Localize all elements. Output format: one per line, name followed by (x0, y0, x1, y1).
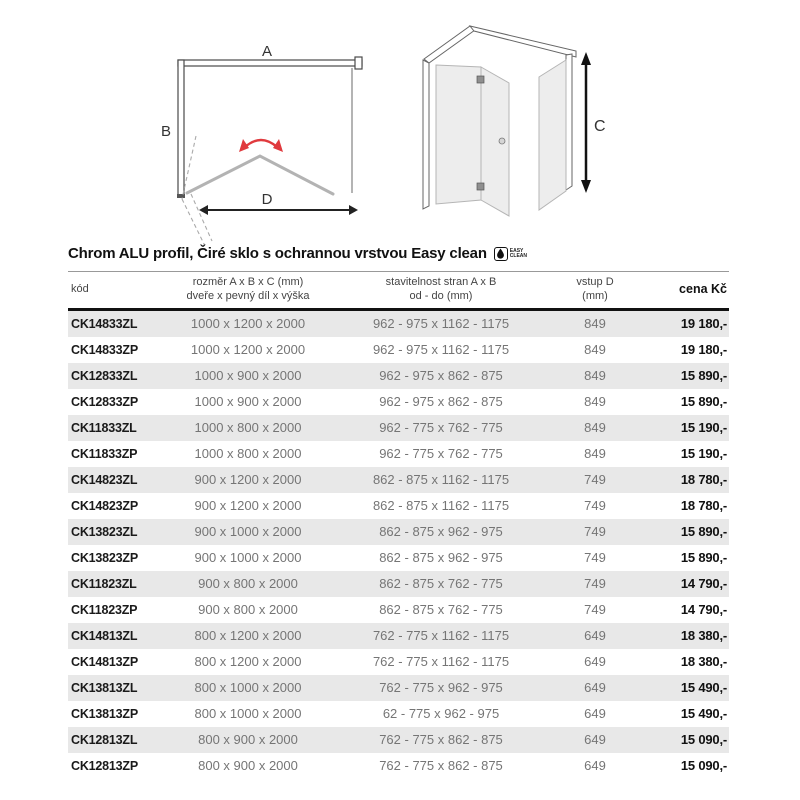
cell-price: 15 890,- (680, 394, 727, 410)
cell-dimensions: 1000 x 800 x 2000 (194, 420, 302, 436)
cell-adjust-range: 962 - 975 x 862 - 875 (379, 368, 503, 384)
fixed-panel-right (539, 60, 566, 210)
cell-dimensions: 800 x 900 x 2000 (198, 732, 298, 748)
cell-price: 18 380,- (680, 628, 727, 644)
cell-entry-width: 649 (584, 654, 606, 670)
cell-entry-width: 749 (584, 576, 606, 592)
cell-price: 18 780,- (680, 498, 727, 514)
cell-adjust-range: 762 - 775 x 962 - 975 (379, 680, 503, 696)
cell-dimensions: 900 x 1000 x 2000 (194, 524, 302, 540)
dimension-c-label: C (594, 118, 606, 135)
cell-entry-width: 849 (584, 342, 606, 358)
table-row (68, 701, 729, 727)
header-entry-line2: (mm) (582, 290, 608, 303)
cell-adjust-range: 962 - 775 x 762 - 775 (379, 446, 503, 462)
table-row (68, 545, 729, 571)
cell-price: 15 890,- (680, 368, 727, 384)
cell-entry-width: 649 (584, 680, 606, 696)
dimension-d-arrow (199, 205, 358, 215)
header-adjustability (338, 272, 544, 310)
cell-dimensions: 800 x 1200 x 2000 (194, 628, 302, 644)
cell-price: 18 380,- (680, 654, 727, 670)
cell-code: CK12813ZL (71, 732, 138, 747)
cell-dimensions: 900 x 1000 x 2000 (194, 550, 302, 566)
wall-profiles (177, 57, 362, 198)
cell-dimensions: 1000 x 800 x 2000 (194, 446, 302, 462)
cell-code: CK12833ZP (71, 394, 138, 409)
cell-code: CK14823ZL (71, 472, 138, 487)
cell-code: CK11833ZL (71, 420, 137, 435)
cell-adjust-range: 62 - 775 x 962 - 975 (382, 706, 500, 722)
badge-line1: EASY (509, 247, 524, 254)
cell-code: CK14823ZP (71, 498, 138, 513)
cell-entry-width: 749 (584, 550, 606, 566)
cell-adjust-range: 962 - 975 x 862 - 875 (379, 394, 503, 410)
cell-code: CK13813ZL (71, 680, 138, 695)
cell-price: 15 190,- (680, 446, 727, 462)
cell-code: CK12813ZP (71, 758, 138, 773)
dimension-a-label: A (261, 43, 273, 60)
top-view-diagram (150, 30, 380, 245)
cell-adjust-range: 762 - 775 x 1162 - 1175 (372, 654, 510, 670)
table-row (68, 493, 729, 519)
droplet-icon (494, 247, 508, 261)
table-row (68, 597, 729, 623)
cell-entry-width: 849 (584, 368, 606, 384)
cell-entry-width: 649 (584, 758, 606, 774)
table-row (68, 675, 729, 701)
cell-dimensions: 900 x 800 x 2000 (198, 576, 298, 592)
easy-clean-badge-text (510, 249, 527, 259)
cell-code: CK12833ZL (71, 368, 138, 383)
header-dimensions-line1: rozměr A x B x C (mm) (192, 276, 304, 288)
cell-adjust-range: 862 - 875 x 762 - 775 (379, 576, 503, 592)
cell-price: 19 180,- (680, 316, 727, 332)
cell-entry-width: 649 (584, 628, 606, 644)
table-row (68, 649, 729, 675)
cell-entry-width: 749 (584, 602, 606, 618)
cell-code: CK13823ZL (71, 524, 138, 539)
cell-adjust-range: 862 - 875 x 962 - 975 (379, 524, 503, 540)
header-adjustability-line2: od - do (mm) (409, 290, 473, 303)
header-code-label: kód (71, 283, 89, 296)
table-row (68, 753, 729, 779)
cell-code: CK13823ZP (71, 550, 138, 565)
table-row (68, 415, 729, 441)
cell-code: CK14813ZL (71, 628, 138, 643)
easy-clean-badge (494, 247, 527, 261)
cell-adjust-range: 962 - 975 x 1162 - 1175 (372, 342, 510, 358)
cell-adjust-range: 962 - 775 x 762 - 775 (379, 420, 503, 436)
cell-price: 15 490,- (680, 706, 727, 722)
pivot-arrow-icon (239, 139, 283, 152)
folding-door-lines (187, 156, 333, 194)
table-row (68, 519, 729, 545)
fixed-panel-left (436, 65, 481, 204)
cell-price: 14 790,- (680, 602, 727, 618)
table-row (68, 441, 729, 467)
cell-dimensions: 800 x 1000 x 2000 (194, 706, 302, 722)
price-table (68, 271, 729, 779)
header-code (68, 272, 158, 310)
price-table-container (68, 271, 729, 779)
header-price (646, 272, 729, 310)
cell-entry-width: 749 (584, 498, 606, 514)
dimension-b-label: B (160, 123, 172, 140)
cell-dimensions: 900 x 800 x 2000 (198, 602, 298, 618)
cell-dimensions: 1000 x 1200 x 2000 (190, 342, 306, 358)
header-adjustability-line1: stavitelnost stran A x B (385, 276, 497, 288)
header-entry-line1: vstup D (576, 276, 614, 288)
cell-entry-width: 849 (584, 420, 606, 436)
table-row (68, 363, 729, 389)
cell-code: CK14833ZL (71, 316, 138, 331)
cell-code: CK13813ZP (71, 706, 138, 721)
cell-entry-width: 749 (584, 524, 606, 540)
cell-price: 14 790,- (680, 576, 727, 592)
header-entry (544, 272, 646, 310)
cell-dimensions: 800 x 1200 x 2000 (194, 654, 302, 670)
cell-dimensions: 1000 x 1200 x 2000 (190, 316, 306, 332)
cell-code: CK14833ZP (71, 342, 138, 357)
section-title-row (68, 245, 527, 262)
cell-dimensions: 800 x 900 x 2000 (198, 758, 298, 774)
header-dimensions-line2: dveře x pevný díl x výška (186, 290, 310, 303)
cell-entry-width: 849 (584, 394, 606, 410)
cell-price: 15 090,- (680, 758, 727, 774)
cell-entry-width: 849 (584, 316, 606, 332)
page-title: Chrom ALU profil, Čiré sklo s ochrannou vrstvou Easy clean (68, 245, 487, 262)
cell-price: 15 190,- (680, 420, 727, 436)
cell-dimensions: 1000 x 900 x 2000 (194, 368, 302, 384)
table-row (68, 623, 729, 649)
cell-entry-width: 849 (584, 446, 606, 462)
door-swing-dashed-lines (182, 136, 212, 245)
dimension-c-arrow (581, 52, 591, 193)
cell-adjust-range: 862 - 875 x 762 - 775 (379, 602, 503, 618)
cell-price: 19 180,- (680, 342, 727, 358)
cell-adjust-range: 762 - 775 x 862 - 875 (379, 758, 503, 774)
table-row (68, 337, 729, 363)
table-row (68, 309, 729, 337)
table-row (68, 571, 729, 597)
cell-price: 15 090,- (680, 732, 727, 748)
cell-dimensions: 900 x 1200 x 2000 (194, 472, 302, 488)
header-dimensions (158, 272, 338, 310)
price-table-header (68, 272, 729, 310)
cell-dimensions: 900 x 1200 x 2000 (194, 498, 302, 514)
price-table-body (68, 309, 729, 779)
cell-entry-width: 649 (584, 732, 606, 748)
door-knob-icon (499, 138, 505, 144)
table-row (68, 467, 729, 493)
cell-adjust-range: 862 - 875 x 1162 - 1175 (372, 498, 510, 514)
cell-code: CK14813ZP (71, 654, 138, 669)
cell-price: 15 890,- (680, 550, 727, 566)
header-price-label: cena Kč (679, 282, 727, 297)
table-row (68, 389, 729, 415)
cell-price: 18 780,- (680, 472, 727, 488)
cell-code: CK11833ZP (71, 446, 138, 461)
badge-line2: CLEAN (509, 252, 528, 259)
cell-adjust-range: 762 - 775 x 1162 - 1175 (372, 628, 510, 644)
table-row (68, 727, 729, 753)
cell-code: CK11823ZL (71, 576, 137, 591)
dimension-d-label: D (261, 191, 273, 208)
cell-adjust-range: 962 - 975 x 1162 - 1175 (372, 316, 510, 332)
cell-dimensions: 800 x 1000 x 2000 (194, 680, 302, 696)
cell-adjust-range: 862 - 875 x 1162 - 1175 (372, 472, 510, 488)
cell-entry-width: 649 (584, 706, 606, 722)
cell-dimensions: 1000 x 900 x 2000 (194, 394, 302, 410)
cell-price: 15 490,- (680, 680, 727, 696)
cell-entry-width: 749 (584, 472, 606, 488)
cell-price: 15 890,- (680, 524, 727, 540)
cell-adjust-range: 762 - 775 x 862 - 875 (379, 732, 503, 748)
cell-code: CK11823ZP (71, 602, 138, 617)
perspective-diagram (405, 15, 640, 240)
cell-adjust-range: 862 - 875 x 962 - 975 (379, 550, 503, 566)
